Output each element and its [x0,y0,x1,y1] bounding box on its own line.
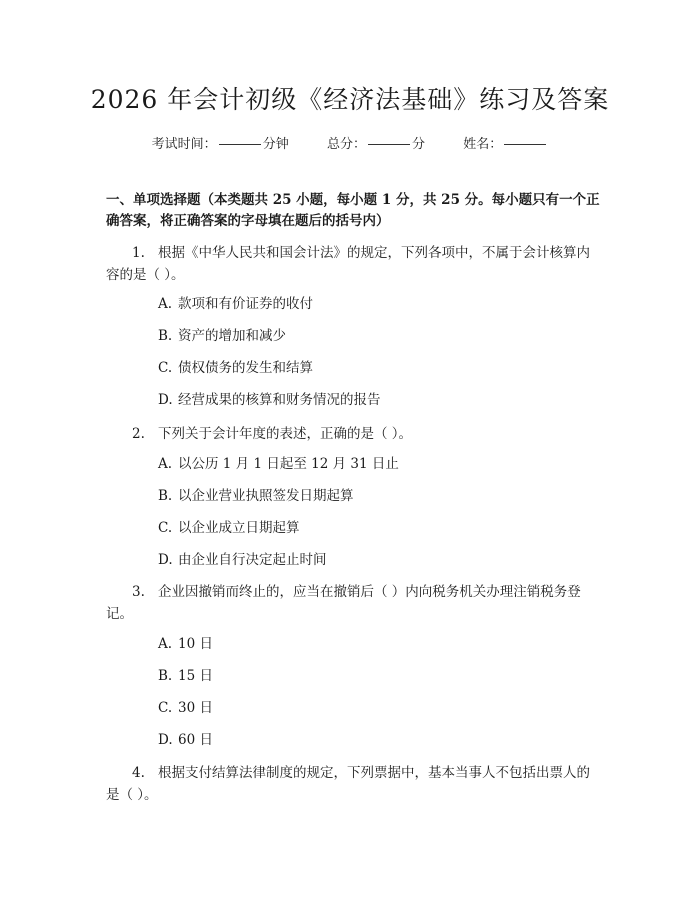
option-text: 由企业自行决定起止时间 [178,552,327,568]
question-3-option-b [158,665,213,687]
question-2-option-d [158,549,327,571]
option-text: 经营成果的核算和财务情况的报告 [178,392,381,408]
option-letter: A. [158,456,173,472]
option-text: 15 日 [178,668,213,684]
question-2 [106,423,600,445]
option-letter: B. [158,488,173,504]
option-letter: A. [158,296,173,312]
option-text: 60 日 [178,732,213,748]
option-letter: D. [158,552,173,568]
option-text: 债权债务的发生和结算 [178,360,313,376]
option-letter: C. [158,700,173,716]
option-letter: B. [158,668,173,684]
option-text: 以企业成立日期起算 [178,520,300,536]
question-text: 下列关于会计年度的表述，正确的是（ ）。 [158,426,413,442]
score-blank [368,144,410,145]
question-3 [106,581,600,625]
section-heading: 一、单项选择题（本类题共 25 小题，每小题 1 分，共 25 分。每小题只有一个正确答案，将正确答案的字母填在题后的括号内） [106,192,600,229]
question-text: 根据支付结算法律制度的规定，下列票据中，基本当事人不包括出票人的是（ ）。 [106,765,590,803]
option-letter: D. [158,392,173,408]
exam-info-line [0,133,700,152]
question-2-option-b [158,485,354,507]
option-text: 10 日 [178,636,213,652]
question-text: 企业因撤销而终止的，应当在撤销后（ ）内向税务机关办理注销税务登记。 [106,584,581,622]
question-number: 2. [132,426,145,442]
option-text: 资产的增加和减少 [178,328,286,344]
document-title: 2026 年会计初级《经济法基础》练习及答案 [90,85,610,114]
question-2-option-a [158,453,399,475]
question-number: 4. [132,765,145,781]
question-2-option-c [158,517,300,539]
name-blank [504,144,546,145]
score-unit: 分 [412,137,426,152]
question-1-option-b [158,325,286,347]
time-blank [219,144,261,145]
option-letter: D. [158,732,173,748]
option-letter: C. [158,520,173,536]
option-letter: A. [158,636,173,652]
question-3-option-d [158,729,213,751]
question-1 [106,242,600,286]
question-1-option-c [158,357,313,379]
option-text: 以企业营业执照签发日期起算 [178,488,354,504]
option-text: 款项和有价证券的收付 [178,296,313,312]
option-text: 以公历 1 月 1 日起至 12 月 31 日止 [178,456,399,472]
time-unit: 分钟 [262,137,289,152]
question-3-option-c [158,697,213,719]
option-letter: C. [158,360,173,376]
score-label: 总分： [326,137,366,152]
question-number: 3. [132,584,145,600]
option-text: 30 日 [178,700,213,716]
option-letter: B. [158,328,173,344]
question-4 [106,762,600,806]
time-label: 考试时间： [151,137,217,152]
name-label: 姓名： [463,137,503,152]
question-text: 根据《中华人民共和国会计法》的规定，下列各项中，不属于会计核算内容的是（ ）。 [106,245,590,283]
question-1-option-a [158,293,313,315]
question-1-option-d [158,389,381,411]
question-number: 1. [132,245,145,261]
question-3-option-a [158,633,213,655]
